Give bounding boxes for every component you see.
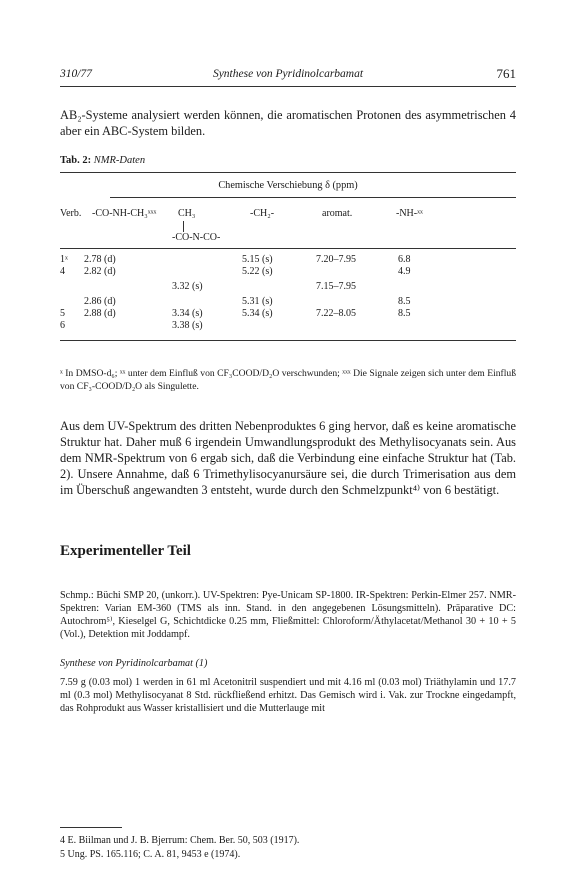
table-caption bbox=[60, 155, 145, 166]
table-cell-verb: 5 bbox=[60, 308, 65, 319]
col-header-ch3: CH₃ bbox=[178, 208, 196, 219]
body-paragraph: Aus dem UV-Spektrum des dritten Nebenproduktes 6 ging hervor, daß es keine aromatische Struktur hat. Daher muß 6 irgendein Umwandlungsprodukt des Methylisocyanats sein. Aus dem NMR-Spektrum von 6 ergab sich, daß die Verbindung eine einfache Struktur hat (Tab. 2). Unsere Annahme, daß 6 Trimethylisocyanursäure sei, die durch Trimerisation aus dem im Überschuß angewandten 3 entsteht, wurde durch den Schmelzpunkt⁴⁾ von 6 bestätigt. bbox=[60, 419, 516, 497]
table-cell-nh: 6.8 bbox=[398, 254, 411, 265]
col-header-conco: -CO-N-CO- bbox=[172, 232, 221, 243]
table-cell-ch2: 5.15 (s) bbox=[242, 254, 273, 265]
header-journal-ref: 310/77 bbox=[60, 68, 92, 80]
intro-paragraph: AB₂-Systeme analysiert werden können, die aromatischen Protonen des asymmetrischen 4 aber ein ABC-System bilden. bbox=[60, 108, 516, 138]
footnote-rule bbox=[60, 827, 122, 828]
page-number: 761 bbox=[496, 66, 516, 81]
table-cell-conhch3: 2.86 (d) bbox=[84, 296, 116, 307]
table-cell-ch3: 3.34 (s) bbox=[172, 308, 203, 319]
col-header-conhch3: -CO-NH-CH₃ˣˣˣ bbox=[92, 208, 157, 219]
table-cell-verb: 4 bbox=[60, 266, 65, 277]
table-cell-ch2: 5.31 (s) bbox=[242, 296, 273, 307]
table-header-rule bbox=[60, 248, 516, 249]
header-running-title: Synthese von Pyridinolcarbamat bbox=[212, 68, 364, 80]
col-header-ch2: -CH₂- bbox=[250, 208, 275, 219]
table-cell-conhch3: 2.82 (d) bbox=[84, 266, 116, 277]
col-header-verb: Verb. bbox=[60, 208, 82, 219]
table-cell-ch3: 3.38 (s) bbox=[172, 320, 203, 331]
subsection-heading: Synthese von Pyridinolcarbamat (1) bbox=[60, 658, 208, 669]
structure-bond-line bbox=[183, 221, 184, 232]
header-rule bbox=[60, 86, 516, 87]
table-cell-nh: 4.9 bbox=[398, 266, 411, 277]
table-caption-label: Tab. 2: bbox=[60, 155, 92, 166]
table-group-rule bbox=[110, 197, 516, 198]
table-group-header: Chemische Verschiebung δ (ppm) bbox=[218, 180, 358, 191]
table-top-rule bbox=[60, 172, 516, 173]
footnote-item: 4 E. Biilman und J. B. Bjerrum: Chem. Ber. 50, 503 (1917). bbox=[60, 835, 300, 846]
table-footnote: ˣ In DMSO-d₆; ˣˣ unter dem Einfluß von CF₃COOD/D₂O verschwunden; ˣˣˣ Die Signale zeigen sich unter dem Einfluß von CF₃-COOD/D₂O als Singulette. bbox=[60, 368, 516, 392]
col-header-nh: -NH-ˣˣ bbox=[396, 208, 423, 219]
col-header-aromat: aromat. bbox=[322, 208, 353, 219]
table-cell-nh: 8.5 bbox=[398, 296, 411, 307]
table-bottom-rule bbox=[60, 340, 516, 341]
section-heading: Experimenteller Teil bbox=[60, 543, 191, 559]
table-cell-aromat: 7.20–7.95 bbox=[316, 254, 356, 265]
table-cell-ch2: 5.34 (s) bbox=[242, 308, 273, 319]
footnote-item: 5 Ung. PS. 165.116; C. A. 81, 9453 e (1974). bbox=[60, 849, 241, 860]
table-cell-conhch3: 2.78 (d) bbox=[84, 254, 116, 265]
methods-paragraph: Schmp.: Büchi SMP 20, (unkorr.). UV-Spektren: Pye-Unicam SP-1800. IR-Spektren: Perkin-Elmer 257. NMR-Spektren: Varian EM-360 (TMS als inn. Stand. in den angegebenen Lösungsmitteln). Präparative DC: Autochrom⁵⁾, Kieselgel G, Schichtdicke 0.25 mm, Fließmittel: Chloroform/Äthylacetat/Methanol 30 + 10 + 5 (Vol.), Detektion mit Joddampf. bbox=[60, 590, 516, 640]
table-cell-aromat: 7.22–8.05 bbox=[316, 308, 356, 319]
table-cell-verb: 6 bbox=[60, 320, 65, 331]
table-cell-verb: 1ˣ bbox=[60, 254, 68, 265]
table-cell-aromat: 7.15–7.95 bbox=[316, 281, 356, 292]
table-cell-nh: 8.5 bbox=[398, 308, 411, 319]
table-caption-title: NMR-Daten bbox=[93, 155, 146, 166]
table-cell-conhch3: 2.88 (d) bbox=[84, 308, 116, 319]
table-cell-ch2: 5.22 (s) bbox=[242, 266, 273, 277]
synthesis-paragraph: 7.59 g (0.03 mol) 1 werden in 61 ml Acetonitril suspendiert und mit 4.16 ml (0.03 mol) Triäthylamin und 17.7 ml (0.3 mol) Methylisocyanat 8 Std. rückfließend erhitzt. Das Gemisch wird i. Vak. zur Trockne eingedampft, das Rohprodukt aus Wasser kristallisiert und die Mutterlauge mit bbox=[60, 677, 516, 714]
table-cell-ch3: 3.32 (s) bbox=[172, 281, 203, 292]
